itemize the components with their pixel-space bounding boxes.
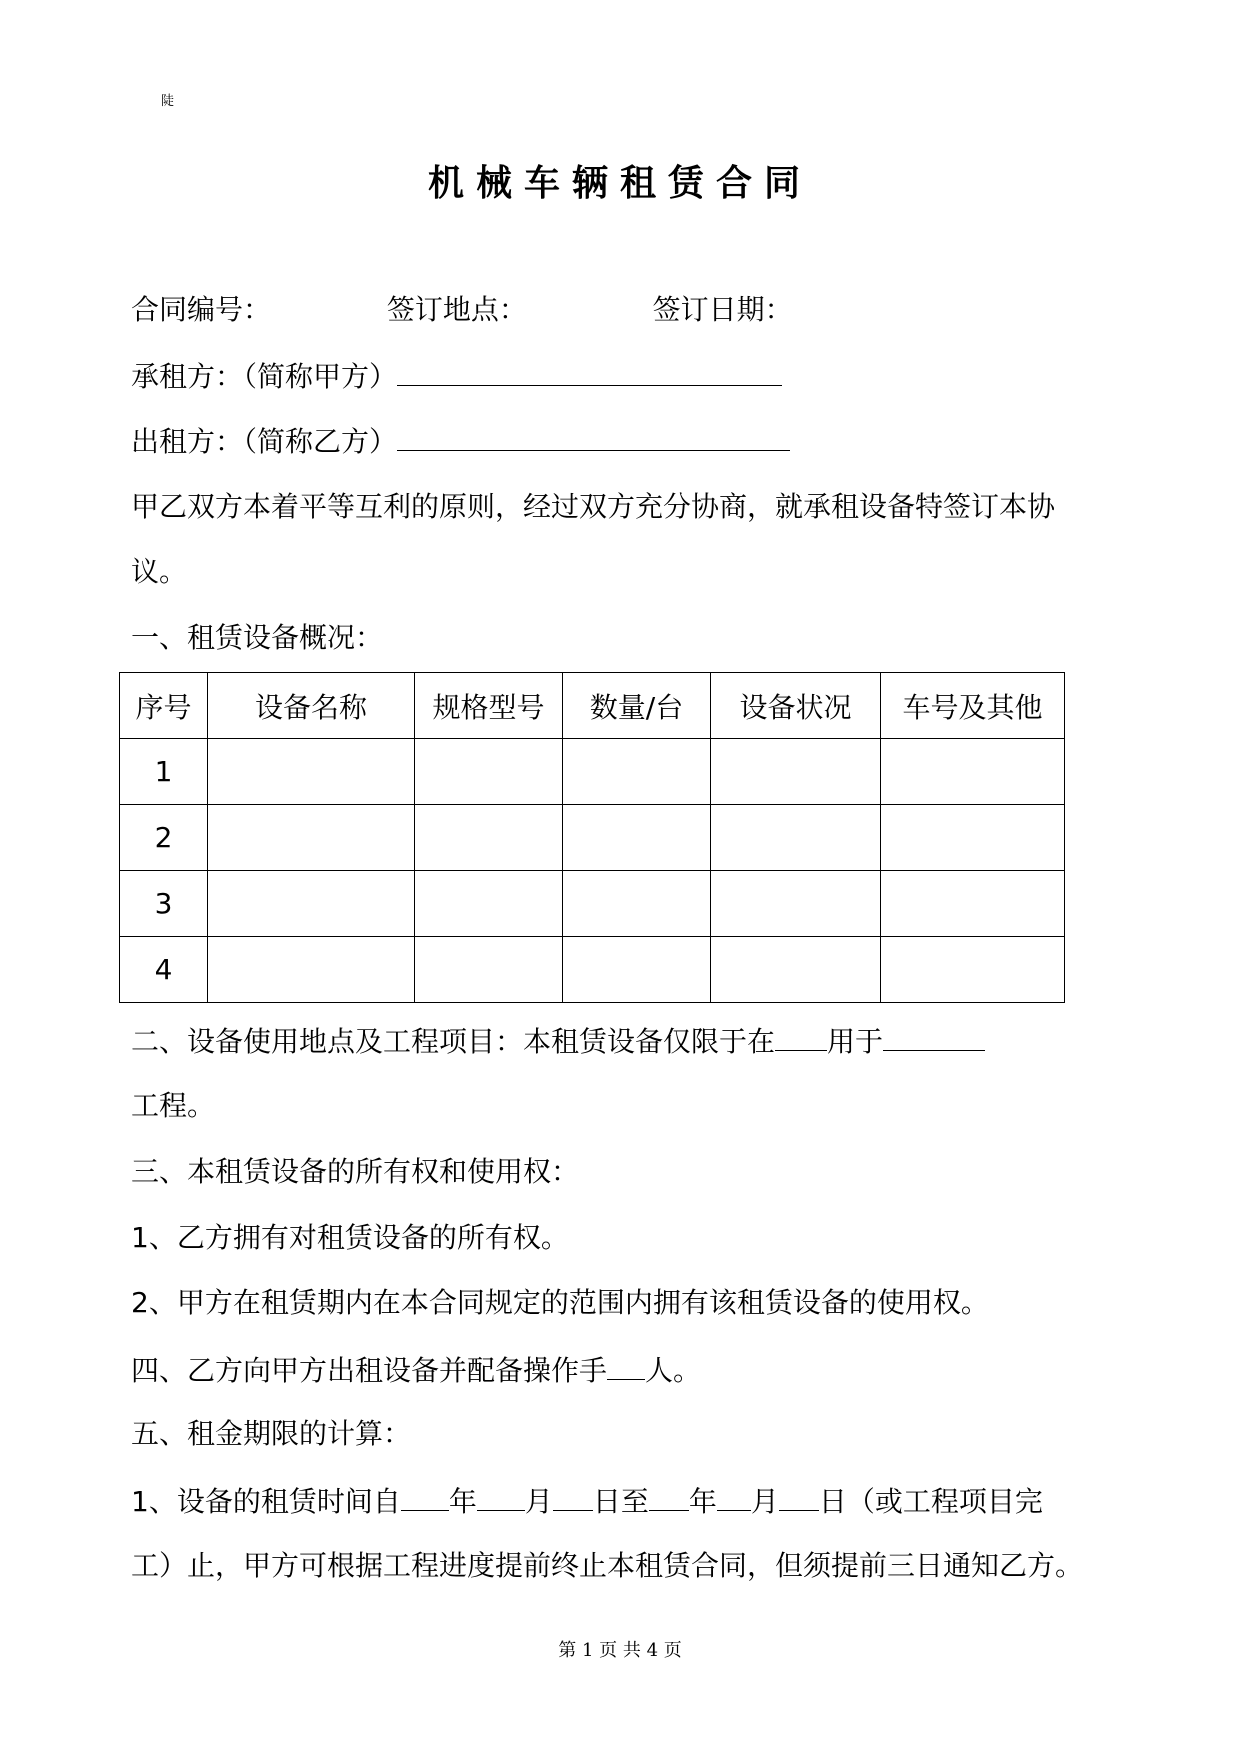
document-title: 机械车辆租赁合同 [427,163,812,204]
row-number-cell: 3 [120,871,208,937]
header-cell: 数量/台 [563,673,711,739]
lessor-blank [397,420,790,451]
section-4-text: 人。 [645,1354,702,1387]
table-cell [415,871,563,937]
table-cell [711,937,881,1003]
contract-no-label: 合同编号： [131,293,272,326]
section-2-text: 用于 [827,1025,884,1058]
table-cell [563,871,711,937]
clause-text: 年 [448,1485,477,1518]
clause-text: 年 [688,1485,717,1518]
section-1-heading: 一、租赁设备概况： [131,621,384,654]
table-cell [208,871,415,937]
row-number-cell: 2 [120,805,208,871]
clause-text: 日（或工程项目完 [818,1485,1043,1518]
table-cell [415,739,563,805]
clause-text: 日至 [592,1485,649,1518]
table-cell [563,937,711,1003]
table-cell [415,937,563,1003]
end-day-blank [779,1480,819,1511]
corner-mark: 陡 [161,94,175,109]
table-row [120,937,1065,1003]
lessee-label: 承租方：（简称甲方） [131,360,398,393]
page-footer: 第 1 页 共 4 页 [558,1640,682,1661]
table-cell [881,871,1065,937]
table-cell [881,739,1065,805]
clause-5-1-line-2: 工）止，甲方可根据工程进度提前终止本租赁合同，但须提前三日通知乙方。 [131,1549,1084,1582]
intro-line-1: 甲乙双方本着平等互利的原则，经过双方充分协商，就承租设备特签订本协 [131,490,1056,523]
section-2-line-2: 工程。 [131,1089,216,1122]
lessor-line [131,420,790,462]
start-month-blank [477,1480,525,1511]
start-year-blank [401,1480,449,1511]
table-cell [563,805,711,871]
header-cell: 车号及其他 [881,673,1065,739]
table-cell [711,871,881,937]
project-blank [883,1020,985,1051]
row-number-cell: 4 [120,937,208,1003]
section-3-heading: 三、本租赁设备的所有权和使用权： [131,1155,580,1188]
clause-3-2: 2、甲方在租赁期内在本合同规定的范围内拥有该租赁设备的使用权。 [131,1286,989,1319]
header-cell: 设备状况 [711,673,881,739]
sign-date-label: 签订日期： [652,293,793,326]
table-cell [415,805,563,871]
header-cell: 规格型号 [415,673,563,739]
section-4-text: 四、乙方向甲方出租设备并配备操作手 [131,1354,608,1387]
table-cell [208,937,415,1003]
table-cell [711,805,881,871]
header-cell: 序号 [120,673,208,739]
table-row [120,805,1065,871]
operator-count-blank [607,1349,645,1380]
location-blank [775,1020,827,1051]
table-header-row [120,673,1065,739]
clause-3-1: 1、乙方拥有对租赁设备的所有权。 [131,1221,569,1254]
lessor-label: 出租方：（简称乙方） [131,425,398,458]
section-4-line [131,1349,701,1391]
lessee-line [131,355,782,397]
clause-text: 1、设备的租赁时间自 [131,1485,401,1518]
table-cell [208,805,415,871]
section-5-heading: 五、租金期限的计算： [131,1417,412,1450]
start-day-blank [553,1480,593,1511]
table-row [120,739,1065,805]
lessee-blank [397,355,782,386]
clause-text: 月 [524,1485,553,1518]
section-2-text: 二、设备使用地点及工程项目：本租赁设备仅限于在 [131,1025,776,1058]
table-cell [208,739,415,805]
row-number-cell: 1 [120,739,208,805]
header-cell: 设备名称 [208,673,415,739]
table-cell [881,805,1065,871]
equipment-table [119,672,1065,1003]
end-month-blank [717,1480,751,1511]
section-2-line-1 [131,1020,985,1062]
table-cell [881,937,1065,1003]
sign-place-label: 签订地点： [386,293,527,326]
intro-line-2: 议。 [131,555,188,588]
end-year-blank [649,1480,689,1511]
table-row [120,871,1065,937]
clause-text: 月 [750,1485,779,1518]
clause-5-1-line-1 [131,1480,1043,1522]
table-cell [711,739,881,805]
contract-meta-line [131,290,793,330]
table-cell [563,739,711,805]
